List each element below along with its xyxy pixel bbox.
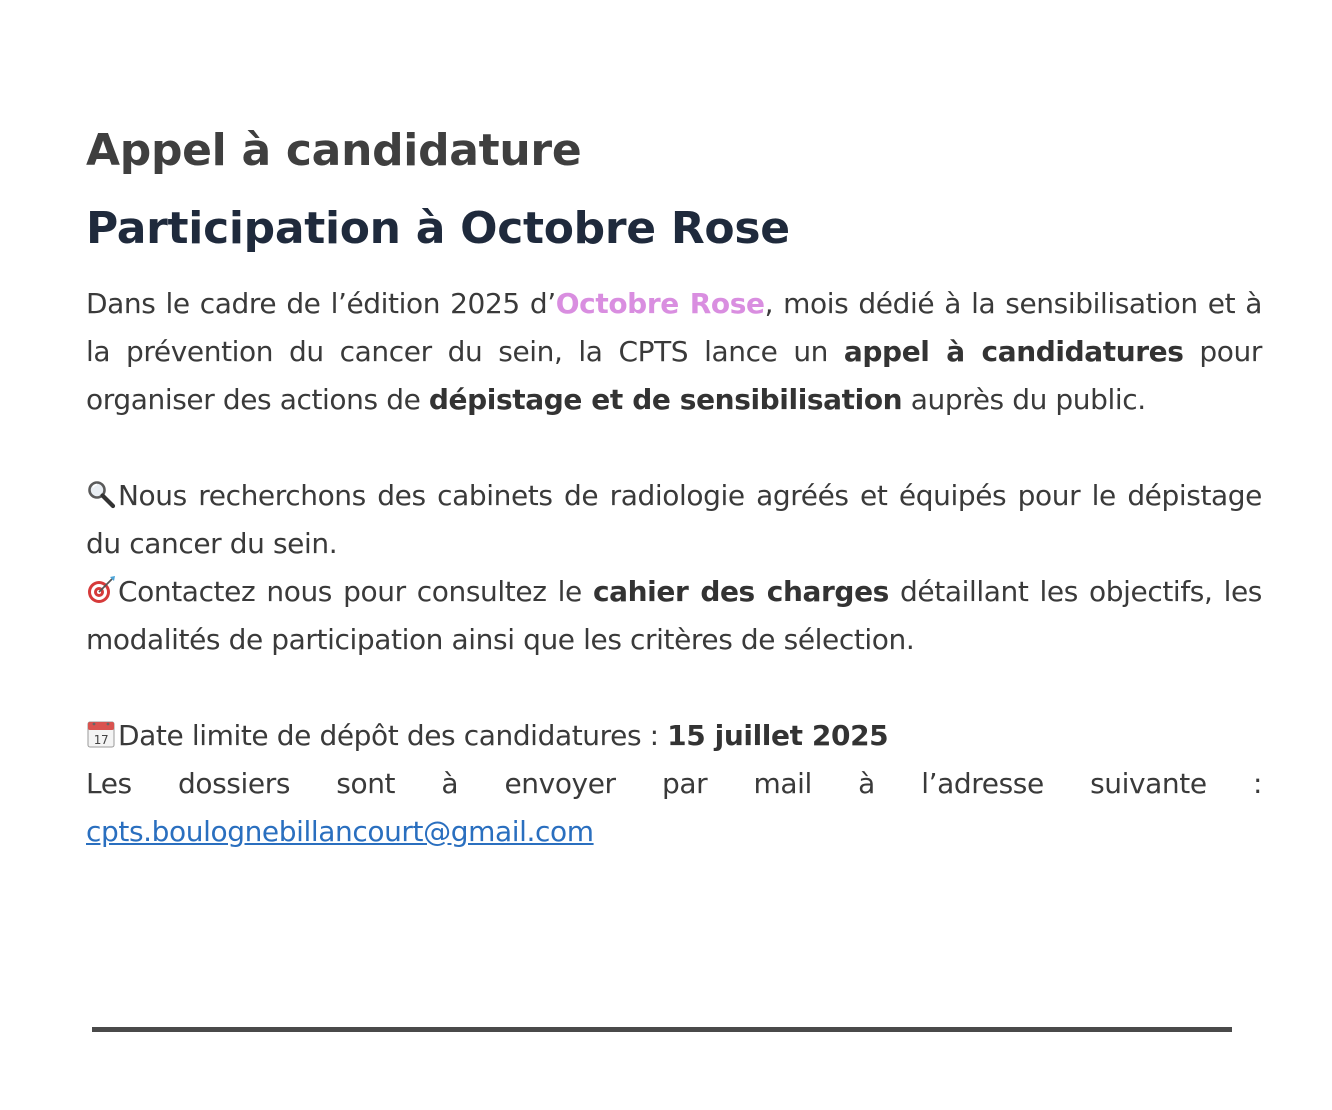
deadline-paragraph	[86, 712, 1262, 856]
page-title: Appel à candidature	[86, 125, 582, 176]
deadline-date: 15 juillet 2025	[667, 719, 889, 752]
magnifying-glass-icon	[86, 476, 116, 506]
intro-text-3: pour organiser des actions de	[86, 335, 1262, 416]
email-link[interactable]: cpts.boulognebillancourt@gmail.com	[86, 815, 594, 848]
intro-bold-1: appel à candidatures	[843, 335, 1184, 368]
intro-paragraph	[86, 280, 1262, 424]
deadline-label: Date limite de dépôt des candidatures :	[118, 719, 668, 752]
intro-bold-2: dépistage et de sensibilisation	[428, 383, 903, 416]
calendar-icon	[86, 716, 116, 746]
announcement	[86, 120, 1262, 856]
intro-text-2: , mois dédié à la sensibilisation et à la prévention du cancer du sein, la CPTS lance un	[86, 287, 1263, 368]
intro-text-4: auprès du public.	[902, 383, 1146, 416]
octobre-rose-highlight: Octobre Rose	[555, 287, 765, 320]
send-instructions: Les dossiers sont à envoyer par mail à l’adresse suivante :	[86, 767, 1262, 800]
divider	[92, 1027, 1232, 1032]
target-text-1: Contactez nous pour consultez le	[118, 575, 593, 608]
target-icon	[86, 572, 116, 602]
search-paragraph	[86, 472, 1262, 664]
target-text-2: détaillant les objectifs, les modalités de participation ainsi que les critères de sélection.	[86, 575, 1262, 656]
svg-text:17: 17	[93, 733, 109, 747]
page-subtitle: Participation à Octobre Rose	[86, 203, 790, 254]
target-bold: cahier des charges	[592, 575, 889, 608]
search-text: Nous recherchons des cabinets de radiologie agréés et équipés pour le dépistage du cancer du sein.	[86, 479, 1262, 560]
intro-text-1: Dans le cadre de l’édition 2025 d’	[86, 287, 556, 320]
